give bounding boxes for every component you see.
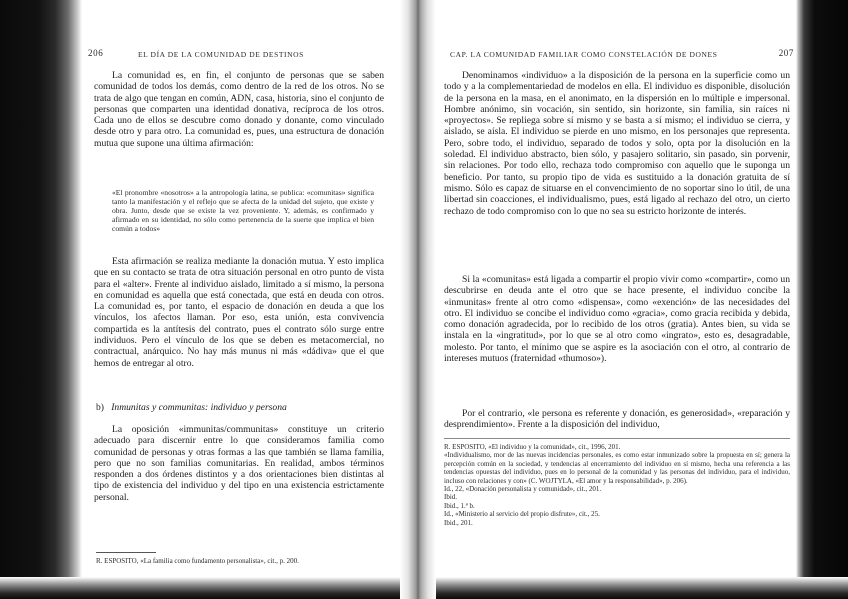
right-page-number: 207 [778,48,794,58]
left-running-title: EL DÍA DE LA COMUNIDAD DE DESTINOS [138,50,304,59]
right-paragraph-2: Si la «comunitas» está ligada a compartir el propio vivir como «compartir», como un descubrirse en deuda ante el otro que se hace presente, el individuo concibe la «inmunitas» frente al otro como «dispensa», como «exención» de las necesidades del otro. El individuo se concibe el individuo como «gracia», como gracia recibida y debida, como donación agradecida, por lo recibido de los otros (gratia). Antes bien, su vida se instala en la «ingratitud», por lo que se al otro como «ingrato», esto es, desagradable, molesto. Por tanto, el mínimo que se aspire es la asociación con el otro, al contrario de intereses mutuos (fraternidad «thumoso»). [444,274,790,365]
right-running-title: CAP. LA COMUNIDAD FAMILIAR COMO CONSTELACIÓN DE DONES [450,50,718,59]
book-gutter [400,0,436,599]
right-running-head [436,50,796,62]
right-paragraph-1: Denominamos «individuo» a la disposición de la persona en la superficie como un todo y a la complementariedad de modelos en ella. El individuo es disponible, disolución de la persona en la masa, en el anonimato, en la dispersión en lo múltiple e impersonal. Hombre anónimo, sin vocación, sin sentido, sin horizonte, sin familia, sin raíces ni «proyectos». Se repliega sobre sí mismo y se basta a sí mismo; el individuo se cierra, y aislado, se aísla. El individuo se pierde en uno mismo, en los personajes que representa. Pero, sobre todo, el individuo, separado de todos y solo, opta por la disolución en la soledad. El individuo abstracto, bien sólo, y pasajero solitario, sin pasado, sin porvenir, sin relaciones. Por todo ello, rechaza todo compromiso con aquello que le suponga un beneficio. Por tanto, su propio tipo de vida es sustituido a la donación gratuita de sí mismo. Sólo es capaz de situarse en el convencimiento de no soportar sino lo útil, de una libertad sin coacciones, el individualismo, pues, está ligado al rechazo del otro, un cierto rechazo de todo compromiso con lo que no sea su estricto horizonte de interés. [444,70,790,217]
left-page-number: 206 [88,48,104,58]
right-footnote-rule [444,438,790,439]
section-heading-text: Inmunitas y communitas: individuo y persona [111,402,287,413]
left-footnote-rule [96,552,156,553]
left-paragraph-1: La comunidad es, en fin, el conjunto de personas que se saben comunidad de todos los demás, como dentro de la red de los otros. No se trata de algo que tengan en común, ADN, casa, historia, sino el conjunto de personas que comparten una identidad donativa, recíproca de los otros. Cada uno de ellos se descubre como donado y donante, como vinculado desde otro y para otro. La comunidad es, pues, una estructura de donación mutua que supone una última afirmación: [94,70,384,149]
right-page [436,0,796,599]
left-running-head [82,50,400,62]
footnote-item: «Individualismo, mor de las nuevas incidencias personales, es como estar inmunizado sobre la propuesta en sí; genera la percepción común en la sociedad, y tendencias al encerramiento del individuo en sí mismo, hecha una referencia a las tendencias opuestas del individuo, pues en lo personal de la comunidad y las personas del individuo, para el individuo, incluso con relaciones y con» (C. WOJTYLA, «El amor y la responsabilidad», p. 206). [444,451,790,485]
footnote-item: Id., 22, «Donación personalista y comunidad», cit., 201. [444,485,602,494]
left-paragraph-2: Esta afirmación se realiza mediante la donación mutua. Y esto implica que en su contacto se trata de otra situación personal en otro punto de vista para el «alter». Frente al individuo aislado, limitado a sí mismo, la persona en comunidad es aquella que está conectada, que está en deuda con otros. La comunidad es, por tanto, el espacio de donación en deuda a que los vínculos, los afectos llaman. Por eso, esta unión, esta convivencia compartida es la antítesis del contrato, pues el contrato sólo surge entre individuos. Pero el vínculo de los que se deben es metacomercial, no contractual, anárquico. No hay más munus ni más «dádiva» que el que hemos de entregar al otro. [94,256,384,369]
scanner-edge-left [0,0,82,599]
footnote-item: Ibid., 1.ª b. [444,501,475,510]
left-page [82,0,400,599]
right-footnotes [444,443,790,527]
footnote-item: Ibid., 201. [444,518,473,527]
footnote-item: R. ESPOSITO, «El individuo y la comunidad», cit., 1996, 201. [444,443,621,451]
right-paragraph-3: Por el contrario, «le persona es referente y donación, es generosidad», «reparación y desprendimiento». Frente a la disposición del individuo, [444,408,790,431]
left-block-quote: «El pronombre «nosotros» a la antropología latina, se publica: «comunitas» significa tanto la manifestación y el reflejo que se afecta de la unidad del sujeto, que existe y obra. Junto, desde que se existe la vez proveniente. Y, además, es confirmado y afirmado en su identidad, no sólo como pertenencia de la suerte que implica el bien común a todos» [112,188,374,234]
footnote-item: Id., «Ministerio al servicio del propio disfrute», cit., 25. [444,510,600,519]
left-paragraph-3: La oposición «immunitas/communitas» constituye un criterio adecuado para discernir entre lo que consideramos familia como comunidad de personas y otras formas a las que también se llama familia, pero que no son familias comunitarias. En realidad, ambos términos responden a dos órdenes distintos y a dos orientaciones bien distintas al tipo de existencia del individuo y del tipo en una existencia estrictamente personal. [94,424,384,503]
scanner-edge-right [796,0,848,599]
footnote-item: Ibid. [444,493,458,502]
section-heading [96,402,382,414]
section-heading-letter: b) [96,402,104,413]
left-footnote: R. ESPOSITO, «La familia como fundamento personalista», cit., p. 200. [96,557,299,565]
